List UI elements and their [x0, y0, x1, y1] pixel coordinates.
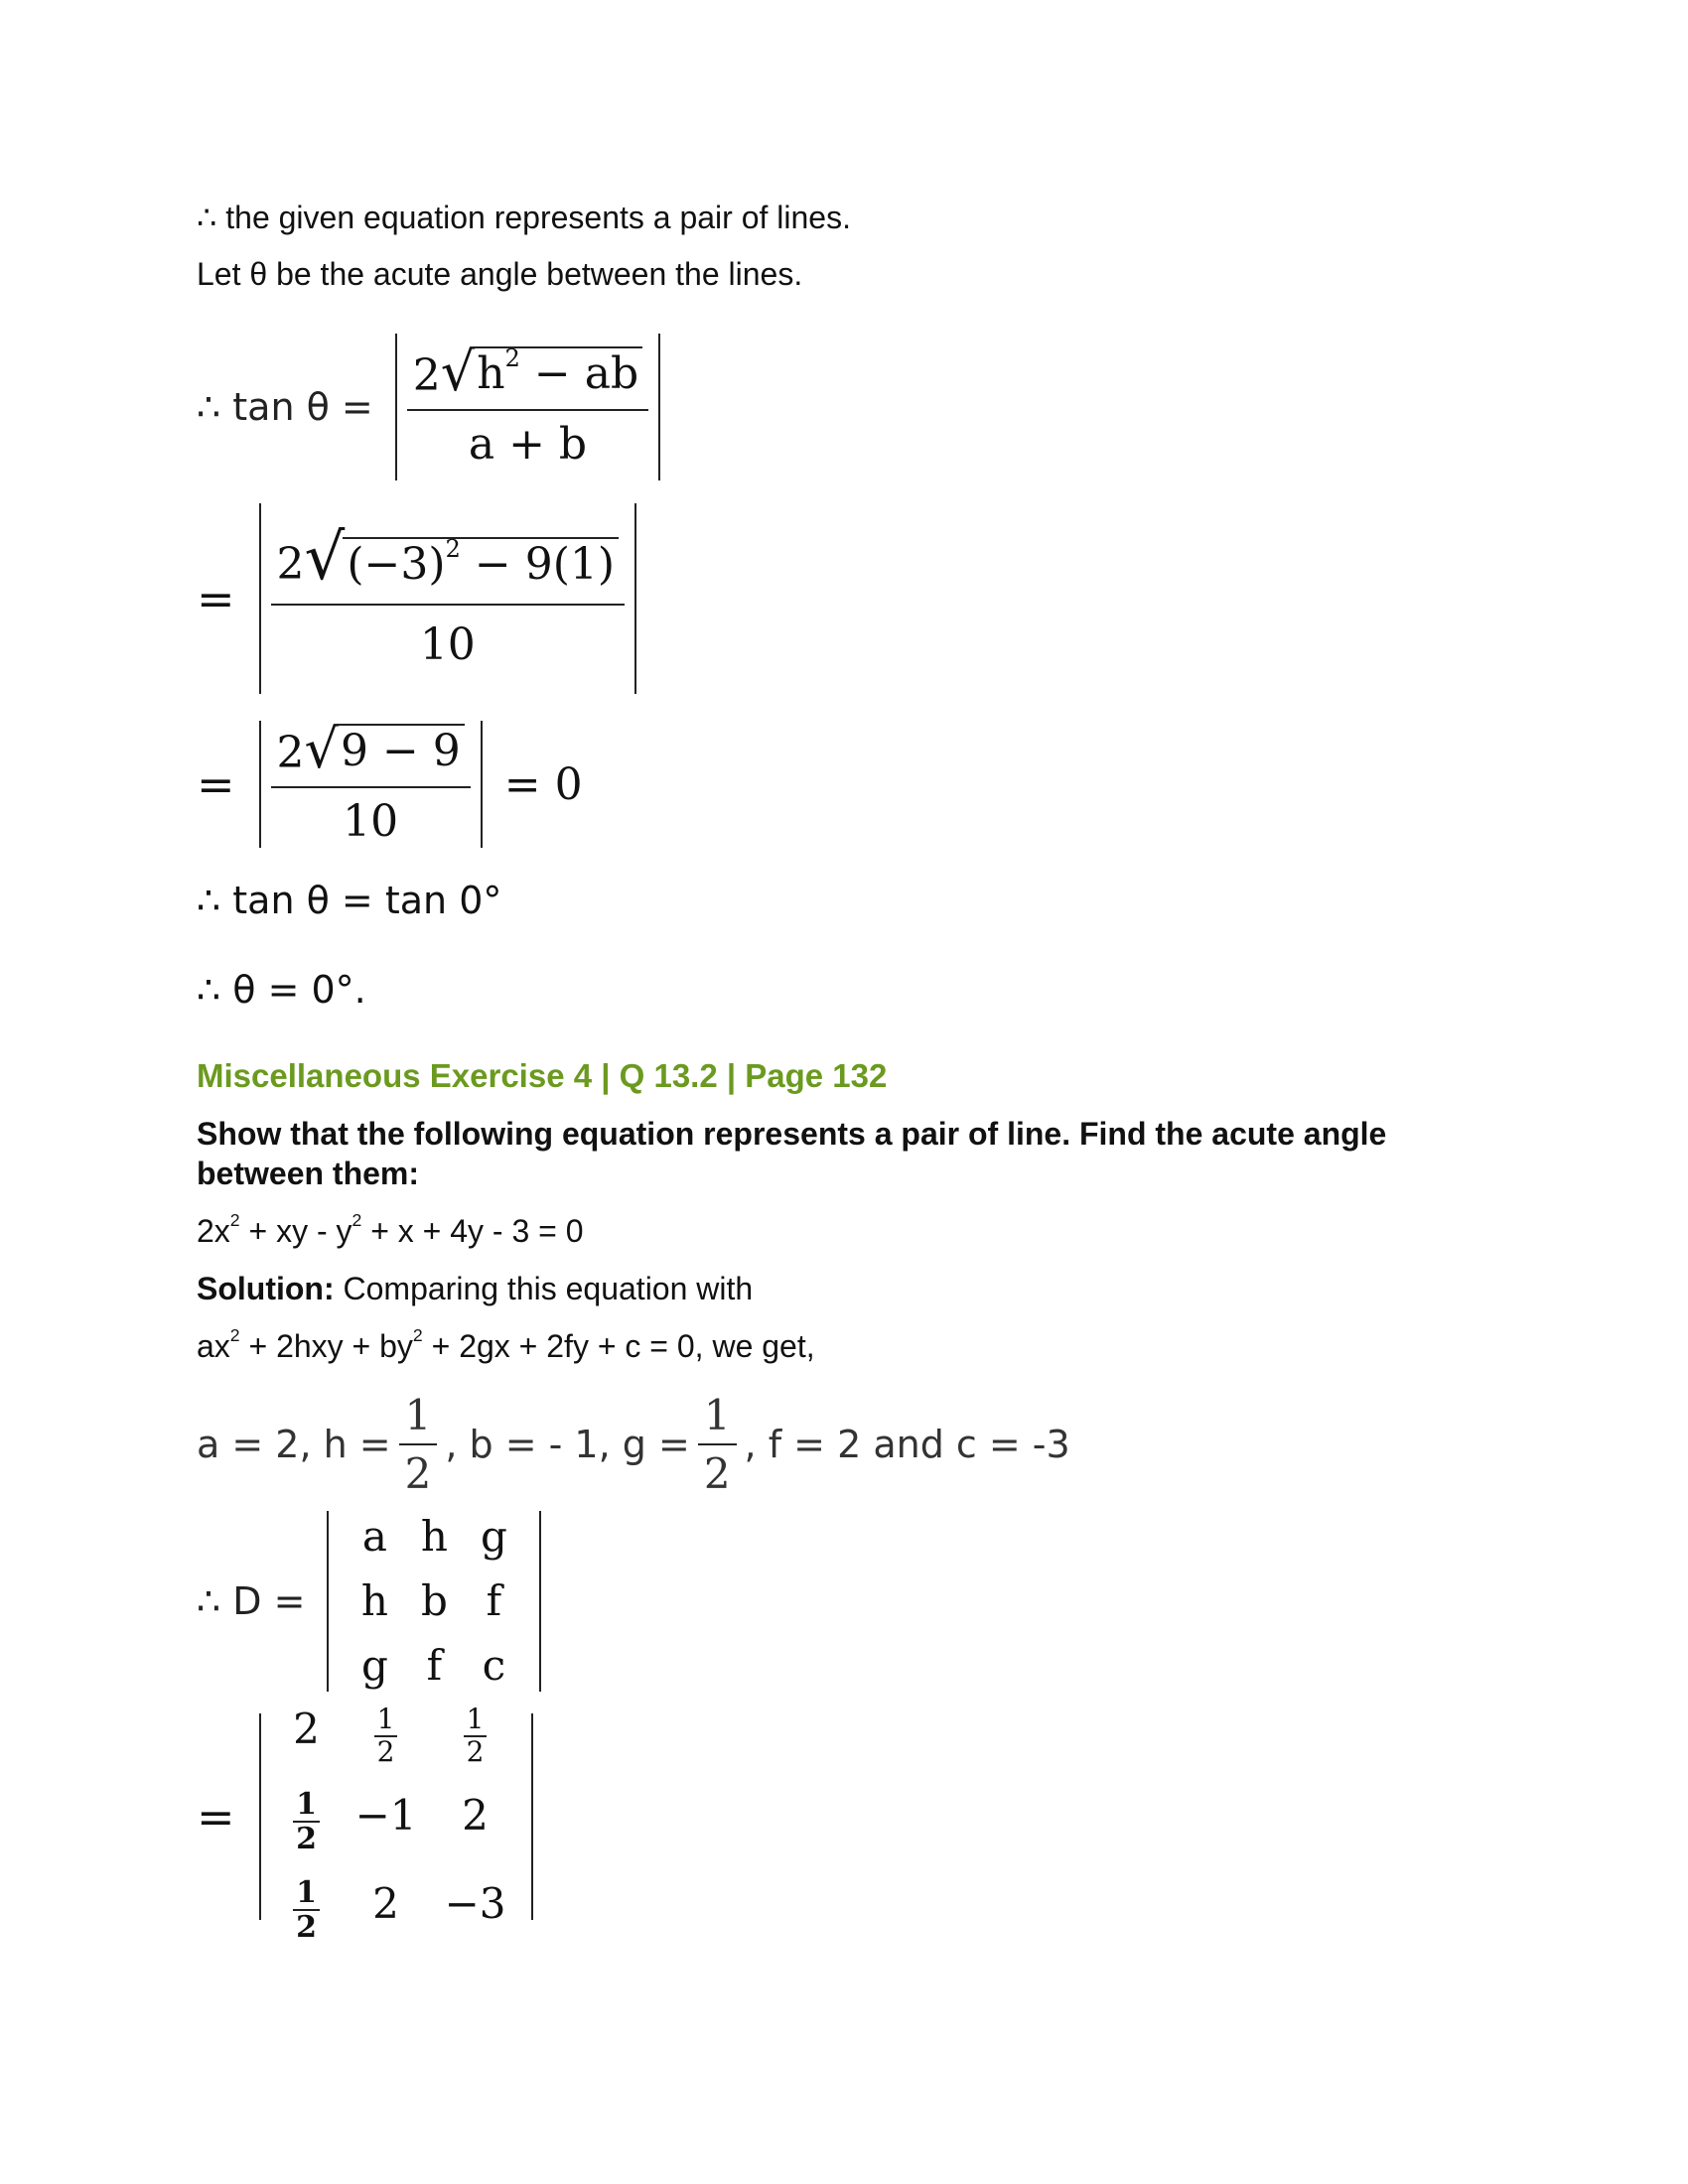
sqrt-symbol: √ $h^2$ − ab: [441, 345, 642, 399]
given-equation: $2x^2$ + xy - $y^2 + x + 4y - 3 = 0$: [197, 1210, 584, 1249]
general-equation: $ax^2 + 2hxy + by^2 + 2gx + 2fy + c = 0$, we get,: [197, 1325, 815, 1364]
d-label: ∴ D =: [197, 1578, 306, 1623]
sqrt-symbol: √ $(-3)^2 - 9(1)$: [305, 526, 620, 590]
determinant-bars: [259, 1702, 533, 1946]
substitution-step: [197, 501, 636, 695]
denominator-3: 10: [343, 795, 399, 847]
fraction-1: 2 √ $h^2$ − ab a + b: [407, 345, 648, 470]
denominator-1: a + b: [468, 418, 588, 470]
solution-label: Solution:: [197, 1271, 335, 1306]
denominator-2: 10: [419, 619, 476, 670]
equals-sign: =: [197, 1790, 235, 1843]
result-zero: = 0: [503, 758, 583, 810]
absolute-value-3: [259, 717, 483, 848]
coefficient-values: a = 2, h = $\frac{1}{2}$ , b = - 1, g = $\frac{1}{2}$ , f = 2 and c = -3: [197, 1391, 1070, 1498]
sqrt-symbol: √ 9 − 9: [305, 723, 465, 776]
g-fraction: $\frac{1}{2}$: [698, 1391, 737, 1498]
tan-theta-result: ∴ tan θ = tan 0°: [197, 879, 502, 922]
determinant-grid: 2 $\frac{1}{2}$ $\frac{1}{2}$ $\frac{1}{2}$ −1 2 $\frac{1}{2}$ 2 −3: [293, 1702, 506, 1946]
symbolic-determinant: [197, 1509, 541, 1693]
tan-theta-formula: [197, 333, 660, 481]
solution-line: Solution: Comparing this equation with: [197, 1271, 754, 1306]
equals-sign: =: [197, 571, 235, 625]
theta-result: ∴ θ = 0°.: [197, 968, 366, 1012]
tan-theta-label: ∴ tan θ =: [197, 385, 373, 429]
text-line-1: ∴ the given equation represents a pair of lines.: [197, 200, 851, 235]
simplification-step: [197, 717, 583, 849]
h-fraction: $\frac{1}{2}$: [399, 1391, 438, 1498]
equals-sign: =: [197, 757, 235, 811]
section-heading: Miscellaneous Exercise 4 | Q 13.2 | Page 132: [197, 1057, 888, 1094]
absolute-value-1: [395, 334, 660, 480]
absolute-value-2: [259, 503, 637, 694]
numeric-determinant: [197, 1702, 533, 1946]
fraction-2: 2 √ $(-3)^2 - 9(1)$ 10: [271, 526, 626, 670]
text-line-2: Let θ be the acute angle between the lines.: [197, 256, 803, 292]
determinant-grid: a h g h b f g f c: [360, 1512, 507, 1690]
fraction-3: 2 √ 9 − 9 10: [271, 723, 471, 847]
determinant-bars: [327, 1511, 541, 1692]
question-text: Show that the following equation represents a pair of line. Find the acute angle between them:: [197, 1116, 1387, 1191]
